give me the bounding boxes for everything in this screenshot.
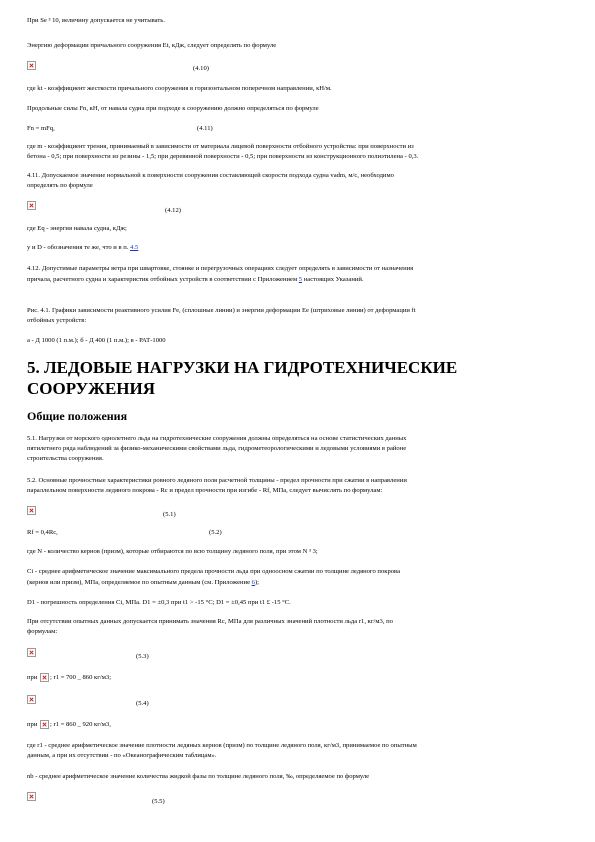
- paragraph-5-2-2: параллельном поверхности ледяного покрова - Rc и предел прочности при изгибе - Rf, МПа, следует вычислять по формулам:: [27, 487, 383, 494]
- formula-fn: Fn = mFq,: [27, 125, 55, 132]
- broken-image-icon: [27, 61, 36, 70]
- equation-number-5-5: (5.5): [152, 798, 165, 805]
- link-appendix-6[interactable]: 6: [251, 579, 255, 586]
- paragraph-friction-coefficient-1: где m - коэффициент трения, принимаемый в зависимости от материала лицевой поверхности отбойного устройства: при поверхности из: [27, 143, 414, 150]
- section-heading: 5. ЛЕДОВЫЕ НАГРУЗКИ НА ГИДРОТЕХНИЧЕСКИЕ СООРУЖЕНИЯ: [27, 358, 458, 398]
- paragraph-4-12-2: причала, расчетного судна и характеристик отбойных устройств в соответствии с Приложением 5 настоящих Указаний.: [27, 276, 364, 283]
- paragraph-r1-definition-2: данным, а при их отсутствии - по «Океанографическим таблицам».: [27, 752, 217, 759]
- paragraph-no-data-2: формулам:: [27, 628, 58, 635]
- paragraph-n-definition: где N - количество кернов (призм), которые отбираются по всю толщину ледяного поля, при этом N ³ 3;: [27, 548, 318, 555]
- equation-number-4-10: (4.10): [193, 65, 209, 72]
- broken-image-icon: [27, 695, 36, 704]
- subsection-heading: Общие положения: [27, 409, 128, 423]
- broken-image-icon: [27, 792, 36, 801]
- paragraph-ci-definition-2: (кернов или призм), МПа, определяемое по опытным данным (см. Приложение 6);: [27, 579, 259, 586]
- equation-number-4-11: (4.11): [197, 125, 213, 132]
- broken-image-icon: [27, 506, 36, 515]
- paragraph-5-2-1: 5.2. Основные прочностные характеристики ровного ледяного поля расчетной толщины - предел прочности при сжатии в направлении: [27, 477, 407, 484]
- link-section-4-5[interactable]: 4.5: [130, 244, 139, 251]
- paragraph-4-11-2: определять по формуле: [27, 182, 93, 189]
- formula-rf: Rf = 0,4Rc,: [27, 529, 58, 536]
- paragraph-et-energy: Энергию деформации причального сооружения Et, кДж, следует определять по формуле: [27, 42, 277, 49]
- paragraph-r1-definition-1: где r1 - среднее арифметическое значение плотности ледяных кернов (призм) по толщине ледяного поля, кг/м3, принимаемое по опытным: [27, 742, 417, 749]
- paragraph-d1-error: D1 - погрешность определения Ci, МПа. D1 = ±0,3 при t1 > -15 °С; D1 = ±0,45 при t1 £ -15 °С.: [27, 599, 291, 606]
- paragraph-kt-definition: где kt - коэффициент жесткости причального сооружения в горизонтальном поперечном направлении, кН/м.: [27, 85, 332, 92]
- paragraph-se-limit: При Se ³ 10, величину допускается не учитывать.: [27, 17, 165, 24]
- equation-number-5-1: (5.1): [163, 511, 176, 518]
- paragraph-psi-d-definition: y и D - обозначения те же, что и в п. 4.5: [27, 244, 139, 251]
- link-appendix-5[interactable]: 5: [298, 276, 303, 283]
- broken-image-icon: [27, 648, 36, 657]
- broken-image-icon: [27, 201, 36, 210]
- figure-caption-4-1-1: Рис. 4.1. Графики зависимости реактивного усилия Fe, (сплошные линии) и энергии деформации Ee (штриховые линии) от деформации ft: [27, 307, 416, 314]
- paragraph-fn-force: Продольные силы Fn, кН, от навала судна при подходе к сооружению должно определяться по формуле: [27, 105, 319, 112]
- figure-caption-4-1-2: отбойных устройств:: [27, 317, 87, 324]
- broken-image-icon: [40, 720, 49, 729]
- paragraph-5-1-2: пятилетнего ряда наблюдений за физико-механическими свойствами льда, гидрометеорологическими и ледовыми условиями в районе: [27, 445, 407, 452]
- paragraph-eq-definition: где Eq - энергия навала судна, кДж;: [27, 225, 127, 232]
- equation-number-5-3: (5.3): [136, 653, 149, 660]
- figure-legend: а - Д 1000 (1 п.м.); б - Д 400 (1 п.м.); в - РАТ-1000: [27, 337, 166, 344]
- paragraph-nb-definition: nb - среднее арифметическое значение количества жидкой фазы по толщине ледяного поля, ‰, определяемое по формуле: [27, 773, 370, 780]
- paragraph-ci-definition-1: Ci - среднее арифметическое значение максимального предела прочности льда при одноосном сжатии по толщине ледяного покрова: [27, 568, 400, 575]
- condition-density-860-920: при ; r1 = 860 _ 920 кг/м3,: [27, 721, 111, 729]
- paragraph-friction-coefficient-2: бетона - 0,5; при поверхности из резины - 1,5; при деревянной поверхности - 0,5; при поверхности из конструкционного полиэтилена - 0,3.: [27, 153, 419, 160]
- equation-number-4-12: (4.12): [165, 207, 181, 214]
- broken-image-icon: [40, 673, 49, 682]
- paragraph-4-12-1: 4.12. Допустимые параметры ветра при швартовке, стоянке и перегрузочных операциях следует определять в зависимости от назначения: [27, 265, 414, 272]
- condition-density-700-860: при ; r1 = 700 _ 860 кг/м3;: [27, 674, 112, 682]
- paragraph-5-1-3: строительства сооружения.: [27, 455, 104, 462]
- paragraph-no-data-1: При отсутствии опытных данных допускается принимать значения Rc, МПа для различных значений плотности льда r1, кг/м3, по: [27, 618, 393, 625]
- equation-number-5-4: (5.4): [136, 700, 149, 707]
- paragraph-4-11-1: 4.11. Допускаемое значение нормальной к поверхности сооружения составляющей скорости подхода судна vadm, м/с, необходимо: [27, 172, 394, 179]
- paragraph-5-1-1: 5.1. Нагрузки от морского однолетнего льда на гидротехнические сооружения должны определяться на основе статистических данных: [27, 435, 407, 442]
- equation-number-5-2: (5.2): [209, 529, 222, 536]
